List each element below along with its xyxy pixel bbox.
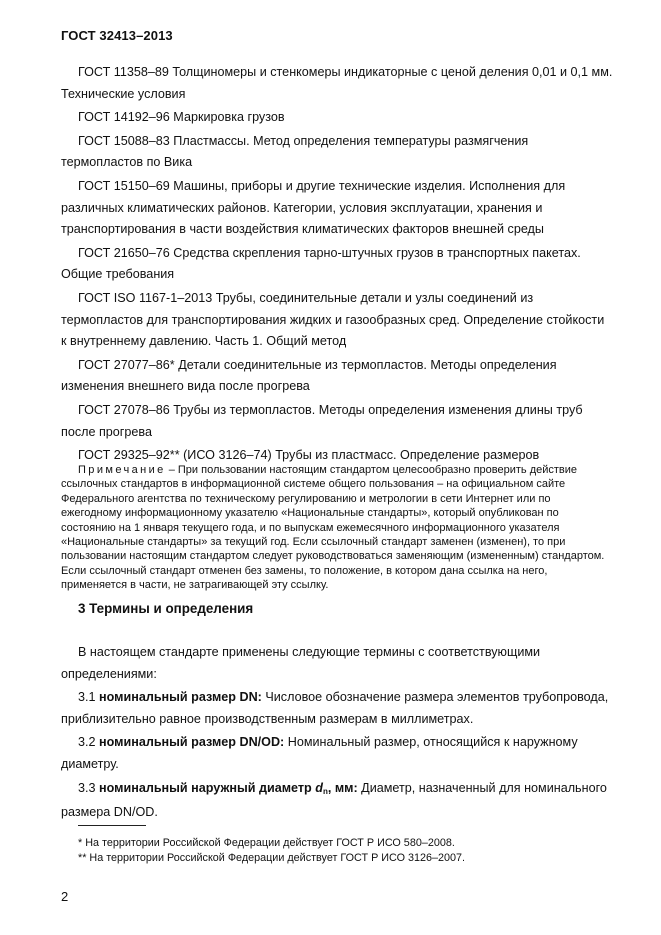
terms-list	[61, 642, 613, 826]
note-paragraph	[61, 463, 613, 593]
normative-references-list	[61, 62, 613, 469]
term-definition: Числовое обозначение размера элементов трубопровода, приблизительно равное производственным размерам в миллиметрах.	[61, 690, 609, 726]
reference-item: ГОСТ 14192–96 Маркировка грузов	[78, 110, 285, 125]
reference-item: ГОСТ 15088–83 Пластмассы. Метод определения температуры размягчения термопластов по Вика	[61, 133, 529, 170]
footnote-item: * На территории Российской Федерации действует ГОСТ Р ИСО 580–2008.	[78, 837, 455, 849]
term-entry	[61, 687, 613, 730]
section-3-title: 3 Термины и определения	[78, 601, 254, 616]
term-number: 3.1	[78, 690, 100, 705]
section-intro: В настоящем стандарте применены следующие термины с соответствующими определениями:	[61, 645, 541, 681]
note-label: Примечание	[78, 464, 166, 476]
term-name: номинальный размер DN/OD:	[99, 735, 285, 750]
term-name-prefix: номинальный наружный диаметр	[99, 780, 316, 795]
reference-item: ГОСТ 11358–89 Толщиномеры и стенкомеры индикаторные с ценой деления 0,01 и 0,1 мм. Технические условия	[61, 65, 613, 101]
page-number: 2	[61, 889, 69, 904]
reference-item: ГОСТ 21650–76 Средства скрепления тарно-штучных грузов в транспортных пакетах. Общие требования	[61, 245, 581, 282]
term-entry	[61, 778, 613, 824]
term-number: 3.3	[78, 780, 100, 795]
reference-item: ГОСТ 27078–86 Трубы из термопластов. Методы определения изменения длины труб после прогрева	[61, 402, 583, 439]
term-name: номинальный размер DN:	[99, 690, 262, 705]
document-header: ГОСТ 32413–2013	[61, 28, 173, 43]
term-number: 3.2	[78, 735, 100, 750]
term-entry	[61, 732, 613, 775]
term-definition: Номинальный размер, относящийся к наружному диаметру.	[61, 735, 578, 771]
term-symbol-subscript: n	[322, 786, 328, 796]
footnote-separator	[78, 825, 146, 826]
note-text: – При пользовании настоящим стандартом целесообразно проверить действие ссылочных стандартов в информационной системе общего пользования – на официальном сайте Федерального агентства по техническому регулированию и метрологии в сети Интернет или по ежегодному информационному указателю «Национальные стандарты», который опубликован по состоянию на 1 января текущего года, и по выпускам ежемесячного информационного указателя «Национальные стандарты» за текущий год. Если ссылочный стандарт заменен (изменен), то при пользовании настоящим стандартом следует руководствоваться заменяющим (измененным) стандартом. Если ссылочный стандарт отменен без замены, то положение, в котором дана ссылка на него, применяется в части, не затрагивающей эту ссылку.	[61, 464, 605, 592]
reference-item: ГОСТ ISO 1167-1–2013 Трубы, соединительные детали и узлы соединений из термопластов для транспортирования жидких и газообразных сред. Определение стойкости к внутреннему давлению. Часть 1. Общий метод	[61, 290, 605, 349]
term-name	[99, 781, 358, 795]
footnotes	[78, 836, 465, 866]
reference-item: ГОСТ 15150–69 Машины, приборы и другие технические изделия. Исполнения для различных климатических районов. Категории, условия эксплуатации, хранения и транспортирования в части воздействия климатических факторов внешней среды	[61, 178, 566, 237]
term-name-suffix: , мм:	[327, 780, 358, 795]
reference-item: ГОСТ 27077–86* Детали соединительные из термопластов. Методы определения изменения внешнего вида после прогрева	[61, 357, 557, 394]
reference-item: ГОСТ 29325–92** (ИСО 3126–74) Трубы из пластмасс. Определение размеров	[78, 448, 540, 463]
term-definition: Диаметр, назначенный для номинального размера DN/OD.	[61, 780, 607, 820]
term-symbol: d	[315, 780, 323, 795]
footnote-item: ** На территории Российской Федерации действует ГОСТ Р ИСО 3126–2007.	[78, 852, 466, 864]
